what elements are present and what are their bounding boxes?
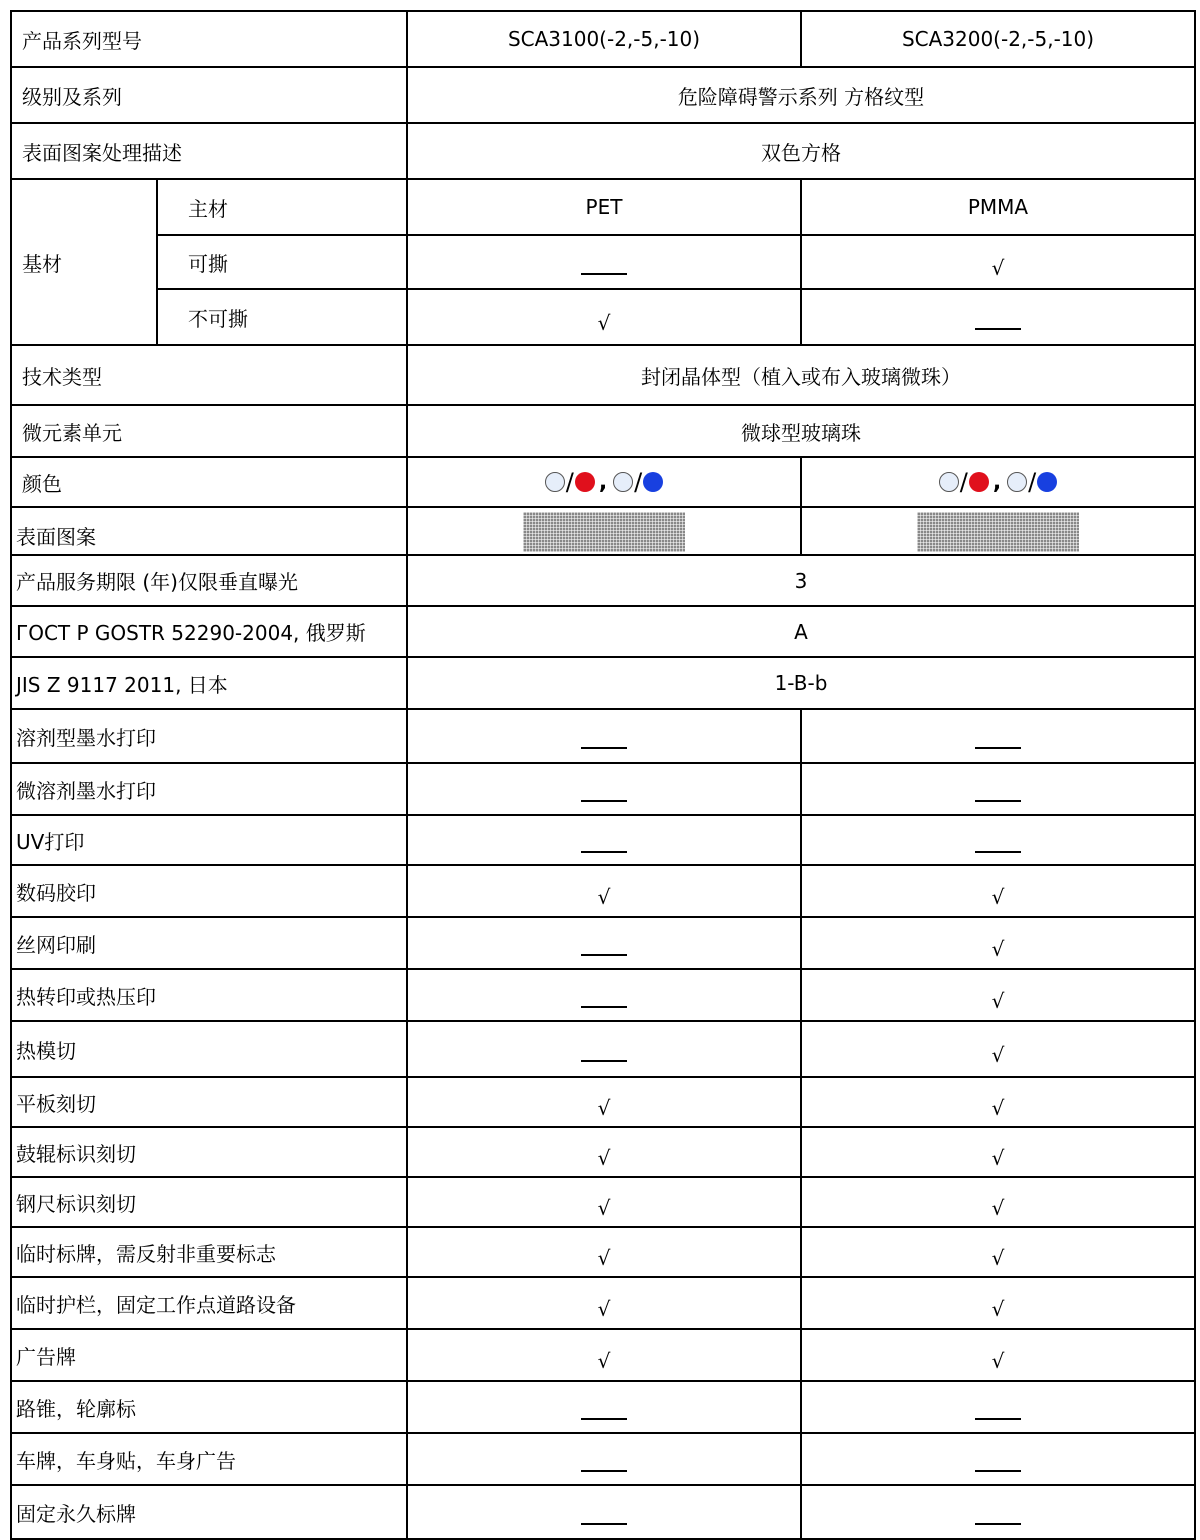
- application-row: [11, 1433, 1195, 1485]
- dash-mark: [975, 1418, 1021, 1420]
- application-row: [11, 815, 1195, 865]
- tech-value: 封闭晶体型（植入或布入玻璃微珠）: [407, 345, 1195, 405]
- dash-mark: [975, 1470, 1021, 1472]
- check-mark: √: [991, 1146, 1005, 1170]
- micro-row: [11, 405, 1195, 457]
- application-row: [11, 1177, 1195, 1227]
- check-mark: √: [597, 1146, 611, 1170]
- application-label: UV打印: [11, 815, 407, 865]
- application-col1: [407, 865, 801, 917]
- application-col1: [407, 1077, 801, 1127]
- check-mark: √: [597, 1349, 611, 1373]
- application-row: [11, 709, 1195, 763]
- substrate-nontearable-label: 不可撕: [157, 289, 407, 345]
- surface-desc-row: [11, 123, 1195, 179]
- check-mark: √: [597, 1196, 611, 1220]
- check-mark: √: [597, 311, 611, 335]
- check-mark: √: [597, 1246, 611, 1270]
- substrate-main-label: 主材: [157, 179, 407, 235]
- application-col1: [407, 1381, 801, 1433]
- application-col2: [801, 1329, 1195, 1381]
- application-col2: [801, 1277, 1195, 1329]
- application-col2: [801, 709, 1195, 763]
- pattern-row: [11, 507, 1195, 555]
- dash-mark: [975, 800, 1021, 802]
- model-sca3200: SCA3200(-2,-5,-10): [801, 11, 1195, 67]
- dash-mark: [975, 328, 1021, 330]
- application-col2: [801, 763, 1195, 815]
- substrate-nontearable-col2: [801, 289, 1195, 345]
- application-row: [11, 1021, 1195, 1077]
- check-mark: √: [991, 1043, 1005, 1067]
- blue-circle-icon: [643, 472, 663, 492]
- application-label: 平板刻切: [11, 1077, 407, 1127]
- red-circle-icon: [969, 472, 989, 492]
- substrate-label: 基材: [11, 179, 157, 345]
- dash-mark: [581, 851, 627, 853]
- application-col2: [801, 1127, 1195, 1177]
- white-circle-icon: [613, 472, 633, 492]
- gost-value: A: [407, 606, 1195, 657]
- gost-label: ГОСТ Р GOSTR 52290-2004, 俄罗斯: [11, 606, 407, 657]
- spec-table-body: [11, 11, 1195, 1539]
- application-col1: [407, 969, 801, 1021]
- substrate-tearable-label: 可撕: [157, 235, 407, 289]
- substrate-tearable-col1: [407, 235, 801, 289]
- pattern-label: 表面图案: [11, 507, 407, 555]
- color-slash: /: [1028, 468, 1037, 496]
- application-label: 临时护栏，固定工作点道路设备: [11, 1277, 407, 1329]
- dash-mark: [581, 1006, 627, 1008]
- color-comma: ,: [598, 469, 608, 495]
- series-label: 级别及系列: [11, 67, 407, 123]
- surface-desc-value: 双色方格: [407, 123, 1195, 179]
- pattern-col2: [801, 507, 1195, 555]
- header-row: [11, 11, 1195, 67]
- jis-value: 1-B-b: [407, 657, 1195, 709]
- color-slash: /: [565, 468, 574, 496]
- application-col2: [801, 865, 1195, 917]
- application-row: [11, 1277, 1195, 1329]
- jis-row: [11, 657, 1195, 709]
- series-value: 危险障碍警示系列 方格纹型: [407, 67, 1195, 123]
- application-row: [11, 1329, 1195, 1381]
- application-col1: [407, 1127, 801, 1177]
- substrate-tearable-col2: [801, 235, 1195, 289]
- blue-circle-icon: [1037, 472, 1057, 492]
- check-mark: √: [991, 1196, 1005, 1220]
- substrate-nontearable-row: [11, 289, 1195, 345]
- application-row: [11, 763, 1195, 815]
- substrate-main-row: [11, 179, 1195, 235]
- application-label: 微溶剂墨水打印: [11, 763, 407, 815]
- substrate-main-col2: PMMA: [801, 179, 1195, 235]
- check-mark: √: [597, 1096, 611, 1120]
- dash-mark: [581, 1418, 627, 1420]
- application-label: 广告牌: [11, 1329, 407, 1381]
- dash-mark: [581, 954, 627, 956]
- application-col1: [407, 815, 801, 865]
- substrate-tearable-row: [11, 235, 1195, 289]
- application-col2: [801, 1381, 1195, 1433]
- application-label: 车牌，车身贴，车身广告: [11, 1433, 407, 1485]
- application-row: [11, 1381, 1195, 1433]
- dash-mark: [975, 747, 1021, 749]
- micro-label: 微元素单元: [11, 405, 407, 457]
- application-col1: [407, 1021, 801, 1077]
- tech-label: 技术类型: [11, 345, 407, 405]
- dash-mark: [975, 851, 1021, 853]
- surface-desc-label: 表面图案处理描述: [11, 123, 407, 179]
- application-row: [11, 1227, 1195, 1277]
- application-col1: [407, 1329, 801, 1381]
- application-label: 固定永久标牌: [11, 1485, 407, 1539]
- application-col1: [407, 1277, 801, 1329]
- application-col2: [801, 969, 1195, 1021]
- application-col1: [407, 709, 801, 763]
- red-circle-icon: [575, 472, 595, 492]
- application-col1: [407, 917, 801, 969]
- application-label: 鼓辊标识刻切: [11, 1127, 407, 1177]
- header-label: 产品系列型号: [11, 11, 407, 67]
- service-label: 产品服务期限 (年)仅限垂直曝光: [11, 555, 407, 606]
- grid-pattern-icon: [523, 512, 685, 552]
- grid-pattern-icon: [917, 512, 1079, 552]
- check-mark: √: [991, 1297, 1005, 1321]
- application-row: [11, 1077, 1195, 1127]
- check-mark: √: [597, 885, 611, 909]
- application-col2: [801, 1021, 1195, 1077]
- substrate-main-col1: PET: [407, 179, 801, 235]
- white-circle-icon: [1007, 472, 1027, 492]
- substrate-nontearable-col1: [407, 289, 801, 345]
- application-label: 路锥，轮廓标: [11, 1381, 407, 1433]
- dash-mark: [581, 747, 627, 749]
- application-label: 溶剂型墨水打印: [11, 709, 407, 763]
- pattern-col1: [407, 507, 801, 555]
- application-col1: [407, 763, 801, 815]
- dash-mark: [581, 1470, 627, 1472]
- application-col1: [407, 1177, 801, 1227]
- color-slash: /: [959, 468, 968, 496]
- application-col1: [407, 1433, 801, 1485]
- check-mark: √: [991, 989, 1005, 1013]
- application-col2: [801, 1177, 1195, 1227]
- white-circle-icon: [939, 472, 959, 492]
- color-slash: /: [634, 468, 643, 496]
- application-col1: [407, 1227, 801, 1277]
- color-comma: ,: [992, 469, 1002, 495]
- dash-mark: [581, 1523, 627, 1525]
- application-label: 数码胶印: [11, 865, 407, 917]
- application-label: 丝网印刷: [11, 917, 407, 969]
- application-col2: [801, 1433, 1195, 1485]
- application-row: [11, 1127, 1195, 1177]
- check-mark: √: [991, 256, 1005, 280]
- series-row: [11, 67, 1195, 123]
- color-col2: [801, 457, 1195, 507]
- check-mark: √: [991, 1349, 1005, 1373]
- application-col2: [801, 1077, 1195, 1127]
- gost-row: [11, 606, 1195, 657]
- check-mark: √: [991, 1096, 1005, 1120]
- check-mark: √: [991, 937, 1005, 961]
- application-col1: [407, 1485, 801, 1539]
- application-row: [11, 969, 1195, 1021]
- micro-value: 微球型玻璃珠: [407, 405, 1195, 457]
- model-sca3100: SCA3100(-2,-5,-10): [407, 11, 801, 67]
- tech-row: [11, 345, 1195, 405]
- application-label: 钢尺标识刻切: [11, 1177, 407, 1227]
- dash-mark: [975, 1523, 1021, 1525]
- color-label: 颜色: [11, 457, 407, 507]
- application-row: [11, 917, 1195, 969]
- dash-mark: [581, 800, 627, 802]
- color-row: [11, 457, 1195, 507]
- application-col2: [801, 815, 1195, 865]
- application-label: 临时标牌，需反射非重要标志: [11, 1227, 407, 1277]
- check-mark: √: [991, 885, 1005, 909]
- jis-label: JIS Z 9117 2011, 日本: [11, 657, 407, 709]
- dash-mark: [581, 273, 627, 275]
- application-col2: [801, 1227, 1195, 1277]
- service-value: 3: [407, 555, 1195, 606]
- application-row: [11, 1485, 1195, 1539]
- application-label: 热转印或热压印: [11, 969, 407, 1021]
- application-col2: [801, 917, 1195, 969]
- product-spec-table: [10, 10, 1196, 1540]
- application-label: 热模切: [11, 1021, 407, 1077]
- service-row: [11, 555, 1195, 606]
- application-row: [11, 865, 1195, 917]
- dash-mark: [581, 1060, 627, 1062]
- check-mark: √: [597, 1297, 611, 1321]
- white-circle-icon: [545, 472, 565, 492]
- check-mark: √: [991, 1246, 1005, 1270]
- application-col2: [801, 1485, 1195, 1539]
- color-col1: [407, 457, 801, 507]
